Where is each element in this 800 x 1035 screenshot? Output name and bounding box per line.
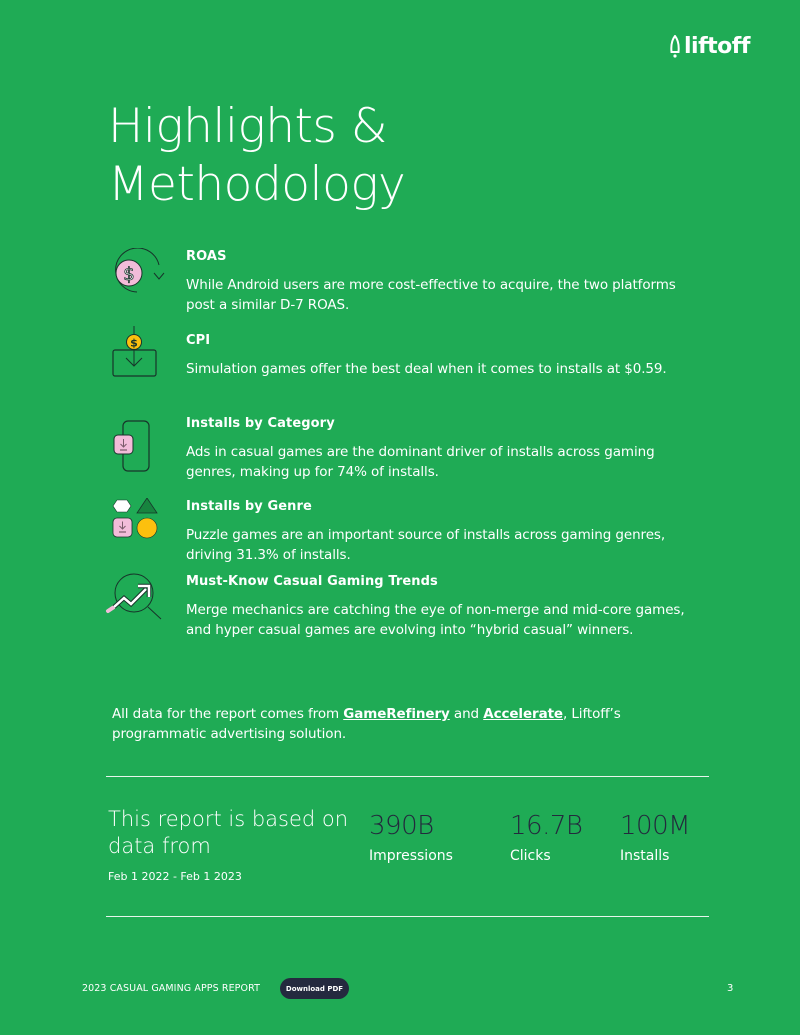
highlight-title: Installs by Genre bbox=[186, 499, 312, 514]
title-line-1: Highlights & bbox=[108, 99, 388, 154]
source-prefix: All data for the report comes from bbox=[112, 706, 344, 722]
highlight-body: Simulation games offer the best deal when it comes to installs at $0.59. bbox=[186, 361, 667, 377]
stat-installs bbox=[620, 810, 690, 864]
phone-download-icon bbox=[104, 417, 166, 479]
rocket-icon bbox=[668, 35, 682, 59]
stat-label: Clicks bbox=[510, 848, 551, 864]
data-source-statement bbox=[112, 704, 672, 744]
stat-value: 16.7B bbox=[510, 811, 583, 841]
source-suffix: , Liftoff’s programmatic advertising solution. bbox=[112, 706, 621, 742]
logo-text: liftoff bbox=[684, 34, 750, 59]
footer-report-title: 2023 CASUAL GAMING APPS REPORT bbox=[82, 983, 260, 994]
roas-dollar-cycle-icon bbox=[104, 248, 166, 310]
accelerate-link[interactable]: Accelerate bbox=[483, 706, 563, 722]
highlight-title: ROAS bbox=[186, 249, 227, 264]
highlight-text bbox=[186, 573, 696, 640]
highlight-text bbox=[186, 415, 696, 482]
highlight-title: CPI bbox=[186, 333, 211, 348]
gamerefinery-link[interactable]: GameRefinery bbox=[343, 706, 450, 722]
highlight-body: While Android users are more cost-effective to acquire, the two platforms post a similar D-7 ROAS. bbox=[186, 277, 676, 313]
stat-value: 390B bbox=[369, 811, 434, 841]
title-line-2: Methodology bbox=[108, 157, 406, 212]
stat-label: Installs bbox=[620, 848, 670, 864]
highlight-text bbox=[186, 332, 696, 379]
liftoff-logo bbox=[668, 34, 750, 59]
highlight-body: Merge mechanics are catching the eye of non-merge and mid-core games, and hyper casual games are evolving into “hybrid casual” winners. bbox=[186, 602, 685, 638]
divider-top bbox=[106, 776, 709, 777]
highlight-text bbox=[186, 498, 696, 565]
stat-label: Impressions bbox=[369, 848, 453, 864]
stat-impressions bbox=[369, 810, 453, 864]
highlight-text bbox=[186, 248, 696, 315]
download-pdf-button[interactable]: Download PDF bbox=[280, 978, 349, 999]
svg-text:$: $ bbox=[123, 264, 135, 285]
page-number: 3 bbox=[727, 983, 734, 994]
cpi-coin-inbox-icon bbox=[104, 326, 166, 388]
svg-text:$: $ bbox=[130, 336, 138, 350]
highlight-title: Installs by Category bbox=[186, 416, 335, 431]
stat-value: 100M bbox=[620, 811, 691, 841]
page-title bbox=[108, 98, 608, 214]
highlight-body: Puzzle games are an important source of installs across gaming genres, driving 31.3% of installs. bbox=[186, 527, 666, 563]
highlight-title: Must-Know Casual Gaming Trends bbox=[186, 574, 438, 589]
summary-heading: This report is based on data from bbox=[108, 807, 349, 858]
source-middle: and bbox=[449, 706, 484, 722]
highlight-body: Ads in casual games are the dominant driver of installs across gaming genres, making up for 74% of installs. bbox=[186, 444, 655, 480]
trend-magnifier-icon bbox=[104, 569, 166, 631]
shapes-genre-icon bbox=[104, 498, 166, 560]
stat-clicks bbox=[510, 810, 582, 864]
date-range: Feb 1 2022 - Feb 1 2023 bbox=[108, 870, 242, 883]
divider-bottom bbox=[106, 916, 709, 917]
